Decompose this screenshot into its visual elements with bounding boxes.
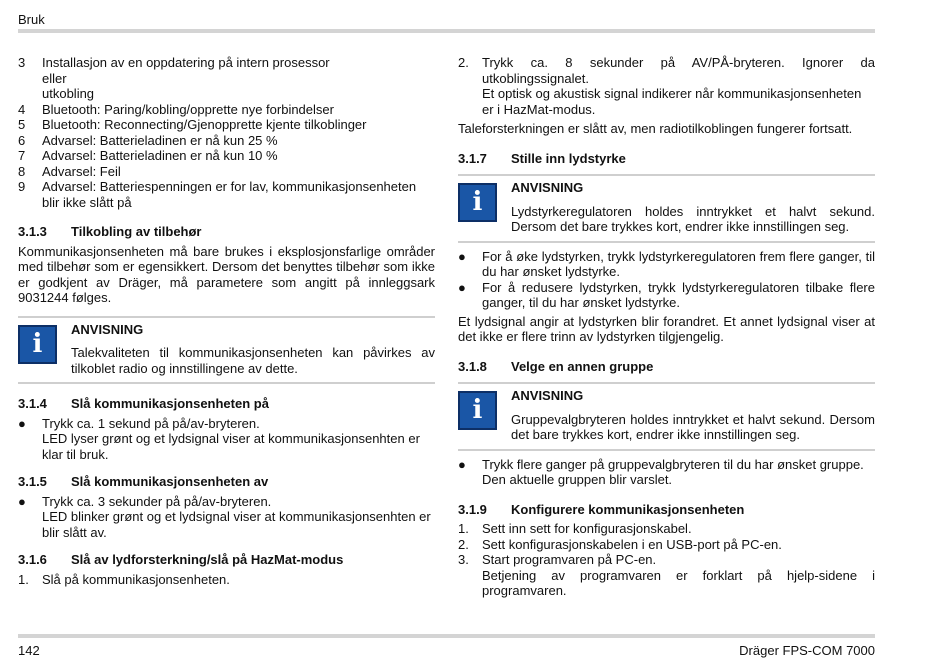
section-heading: 3.1.5 Slå kommunikasjonsenheten av — [18, 474, 269, 489]
list-item: 2. Trykk ca. 8 sekunder på AV/PÅ-bryteren. Ignorer da utkoblingssignalet. Et optisk og akustisk signal indikerer når kommunikasjonsenheten er i HazMat-modus. — [458, 55, 875, 117]
left-column — [18, 55, 435, 587]
list-item: 5 Bluetooth: Reconnecting/Gjenopprette kjente tilkoblinger — [18, 117, 367, 132]
section-heading: 3.1.4 Slå kommunikasjonsenheten på — [18, 396, 269, 411]
step-list — [458, 521, 875, 599]
list-item: 4 Bluetooth: Paring/kobling/opprette nye forbindelser — [18, 101, 334, 117]
section-heading: 3.1.3 Tilkobling av tilbehør — [18, 224, 202, 239]
bullet-icon: ● — [458, 279, 466, 295]
step-list — [18, 572, 435, 588]
bullet-list — [458, 249, 875, 311]
paragraph: Taleforsterkningen er slått av, men radiotilkoblingen fungerer fortsatt. — [458, 121, 853, 136]
info-icon: i — [458, 183, 497, 222]
list-item: 8 Advarsel: Feil — [18, 163, 121, 179]
list-item: 1. Sett inn sett for konfigurasjonskabel. — [458, 521, 692, 536]
header-rule — [18, 29, 875, 33]
bullet-icon: ● — [18, 493, 26, 509]
note-title: ANVISNING — [511, 388, 584, 403]
list-item: ● For å øke lydstyrken, trykk lydstyrkeregulatoren frem flere ganger, til du har ønsket lydstyrke. — [458, 248, 875, 279]
list-item: 6 Advarsel: Batterieladinen er nå kun 25 % — [18, 132, 278, 148]
info-icon: i — [458, 391, 497, 430]
note-box — [18, 316, 435, 385]
bullet-list — [458, 457, 875, 488]
list-item: ● Trykk flere ganger på gruppevalgbryteren til du har ønsket gruppe. Den aktuelle gruppen blir varslet. — [458, 456, 864, 487]
note-title: ANVISNING — [71, 321, 144, 337]
product-name: Dräger FPS-COM 7000 — [739, 643, 875, 658]
list-item: ● For å redusere lydstyrken, trykk lydstyrkeregulatoren tilbake flere ganger, til du har ønsket lydstyrke. — [458, 279, 875, 310]
note-text: Lydstyrkeregulatoren holdes inntrykket et halvt sekund. Dersom det bare trykkes kort, endrer ikke innstillingen seg. — [511, 203, 875, 234]
note-text: Gruppevalgbryteren holdes inntrykket et halvt sekund. Dersom det bare trykkes kort, endrer ikke innstillingen seg. — [511, 411, 875, 442]
indicator-list — [18, 55, 435, 210]
note-box — [458, 382, 875, 451]
paragraph: Et lydsignal angir at lydstyrken blir forandret. Et annet lydsignal viser at det ikke er flere trinn av lydstyrken tilgjengelig. — [458, 313, 875, 344]
bullet-icon: ● — [18, 415, 26, 431]
right-column — [458, 55, 875, 599]
section-heading: 3.1.8 Velge en annen gruppe — [458, 358, 654, 374]
bullet-list — [18, 416, 435, 463]
note-text: Talekvaliteten til kommunikasjonsenheten kan påvirkes av tilkoblet radio og innstillingene av dette. — [71, 345, 435, 376]
bullet-list — [18, 494, 435, 541]
running-header: Bruk — [18, 12, 45, 27]
list-item: 9 Advarsel: Batteriespenningen er for lav, kommunikasjonsenheten blir ikke slått på — [18, 179, 417, 210]
list-item: 2. Sett konfigurasjonskabelen i en USB-port på PC-en. — [458, 536, 782, 552]
info-icon: i — [18, 325, 57, 364]
page-number: 142 — [18, 643, 40, 658]
list-item: 3 Installasjon av en oppdatering på intern prosessor eller utkobling — [18, 55, 330, 101]
bullet-icon: ● — [458, 456, 466, 472]
paragraph: Kommunikasjonsenheten må bare brukes i eksplosjonsfarlige områder med tilbehør som er egensikkert. Dersom det benyttes tilbehør som ikke er godkjent av Dräger, må parametere som angitt på innleggsark 9031244 følges. — [18, 243, 435, 305]
list-item: 1. Slå på kommunikasjonsenheten. — [18, 571, 230, 587]
section-heading: 3.1.6 Slå av lydforsterkning/slå på HazMat-modus — [18, 552, 344, 567]
bullet-icon: ● — [458, 248, 466, 264]
footer-rule — [18, 634, 875, 638]
section-heading: 3.1.7 Stille inn lydstyrke — [458, 150, 626, 166]
list-item: ● Trykk ca. 3 sekunder på på/av-bryteren. LED blinker grønt og et lydsignal viser at kommunikasjonsenhten er blir slått av. — [18, 493, 431, 540]
list-item: 3. Start programvaren på PC-en. Betjening av programvaren er forklart på hjelp-sidene i programvaren. — [458, 552, 875, 598]
note-title: ANVISNING — [511, 180, 584, 195]
list-item: ● Trykk ca. 1 sekund på på/av-bryteren. LED lyser grønt og et lydsignal viser at kommunikasjonsenhten er klar til bruk. — [18, 415, 420, 462]
note-box — [458, 174, 875, 243]
step-list — [458, 55, 875, 117]
section-heading: 3.1.9 Konfigurere kommunikasjonsenheten — [458, 501, 745, 517]
list-item: 7 Advarsel: Batterieladinen er nå kun 10 % — [18, 148, 278, 163]
